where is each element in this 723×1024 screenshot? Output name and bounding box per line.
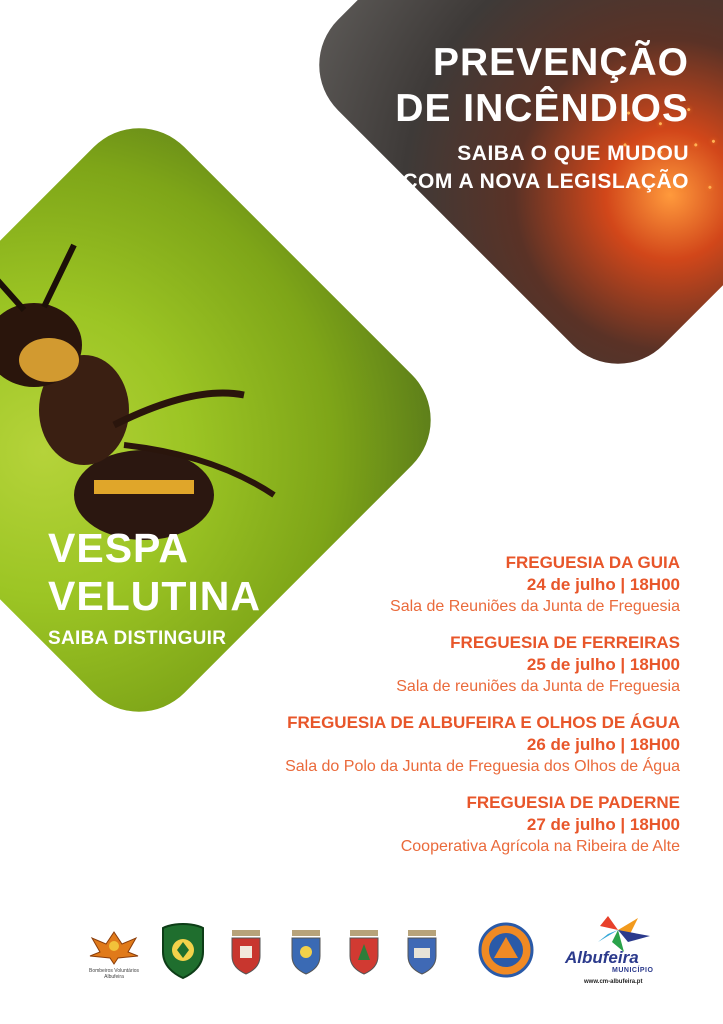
session-item — [220, 552, 680, 618]
fire-title-line1: PREVENÇÃO — [432, 41, 689, 84]
session-venue: Sala de Reuniões da Junta de Freguesia — [390, 598, 680, 615]
fire-heading — [395, 40, 689, 196]
session-venue: Sala do Polo da Junta de Freguesia dos Olhos de Água — [285, 758, 680, 775]
session-item — [220, 792, 680, 858]
bombeiros-logo — [86, 926, 142, 986]
phoenix-icon — [86, 926, 142, 966]
gnr-shield-logo — [160, 922, 206, 980]
civil-protection-icon — [478, 922, 534, 978]
bombeiros-caption: Bombeiros Voluntários Albufeira — [88, 968, 140, 980]
albufeira-brand: Albufeira — [565, 948, 639, 967]
parish-crest-4 — [402, 926, 442, 978]
fire-subtitle-line1: SAIBA O QUE MUDOU — [457, 142, 689, 165]
session-parish: FREGUESIA DE FERREIRAS — [450, 633, 680, 652]
session-list — [220, 552, 680, 872]
session-date: 27 de julho | 18H00 — [526, 815, 680, 834]
wasp-subtitle: SAIBA DISTINGUIR — [48, 628, 227, 649]
session-parish: FREGUESIA DE PADERNE — [466, 793, 680, 812]
fire-subtitle-line2: COM A NOVA LEGISLAÇÃO — [402, 170, 689, 193]
municipio-label: MUNICÍPIO — [612, 967, 654, 974]
website-link[interactable]: www.cm-albufeira.pt — [584, 979, 643, 985]
parish-crest-3 — [344, 926, 384, 978]
crest-icon — [226, 926, 266, 978]
parish-crest-1 — [226, 926, 266, 978]
crest-icon — [344, 926, 384, 978]
fire-title-line2: DE INCÊNDIOS — [395, 87, 689, 130]
parish-crest-2 — [286, 926, 326, 978]
session-venue: Sala de reuniões da Junta de Freguesia — [396, 678, 680, 695]
session-date: 24 de julho | 18H00 — [526, 575, 680, 594]
crest-icon — [402, 926, 442, 978]
session-date: 26 de julho | 18H00 — [526, 735, 680, 754]
session-item — [220, 712, 680, 778]
wasp-title-line1: VESPA — [48, 525, 189, 571]
session-date: 25 de julho | 18H00 — [526, 655, 680, 674]
civil-protection-logo — [478, 922, 534, 978]
session-item — [220, 632, 680, 698]
wasp-title-line2: VELUTINA — [48, 573, 261, 619]
crest-icon — [286, 926, 326, 978]
shield-icon — [160, 922, 206, 980]
session-parish: FREGUESIA DA GUIA — [505, 553, 680, 572]
session-venue: Cooperativa Agrícola na Ribeira de Alte — [400, 838, 680, 855]
session-parish: FREGUESIA DE ALBUFEIRA E OLHOS DE ÁGUA — [287, 713, 680, 732]
